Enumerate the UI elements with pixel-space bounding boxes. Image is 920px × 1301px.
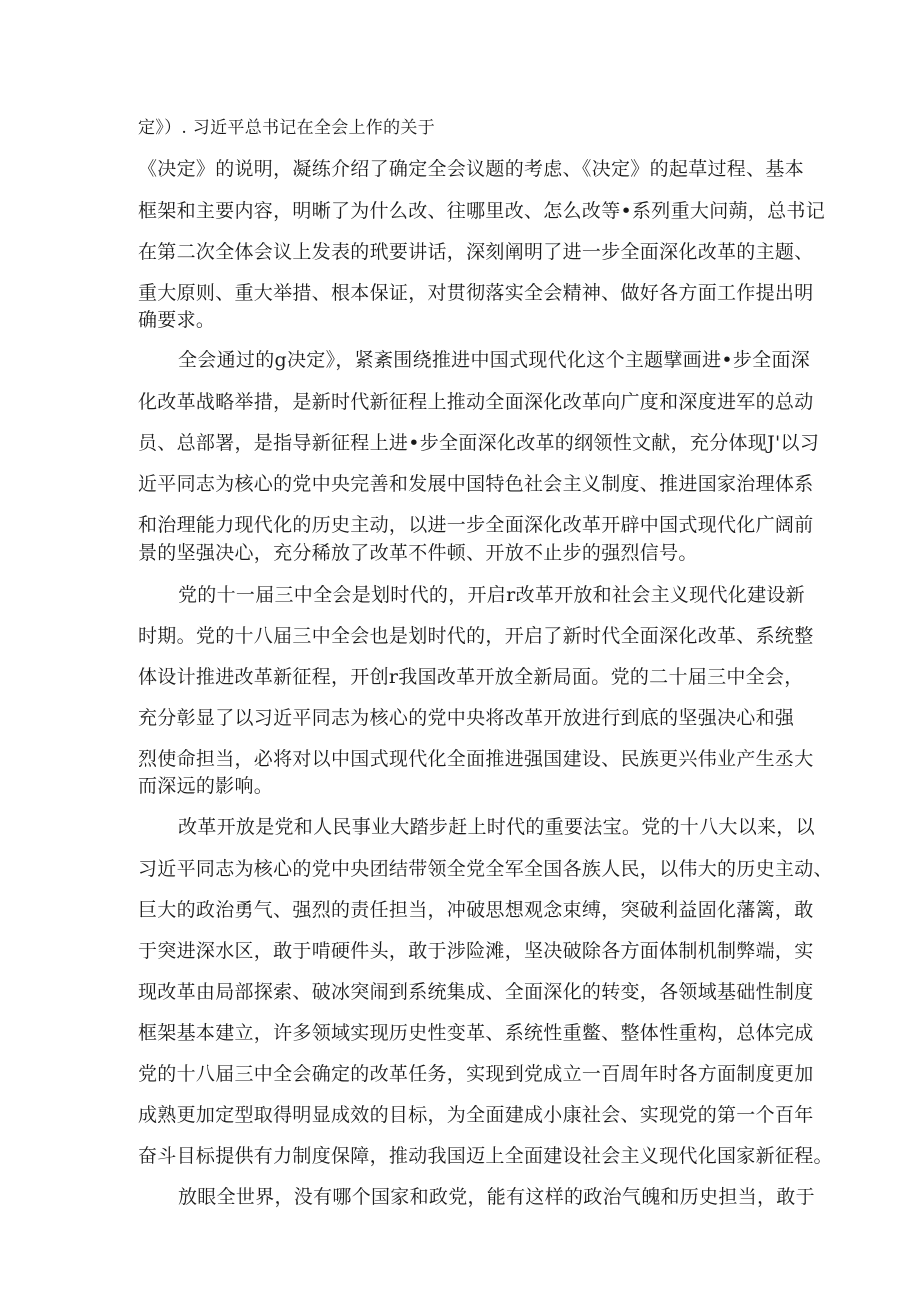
text-line: 而深远的影响。	[138, 775, 274, 797]
text-line: 巨大的政治勇气、强烈的责任担当，冲破思想观念束缚，突破利益固化藩篱，敢	[138, 899, 814, 921]
text-line: 于突进深水区，敢于啃硬件头，敢于涉险滩，坚决破除各方面体制机制弊端，实	[138, 940, 814, 962]
text-line: 时期。党的十八届三中全会也是划时代的，开启了新时代全面深化改革、系统整	[138, 625, 814, 647]
text-line: 《决定》的说明，凝练介绍了确定全会议题的考虑、《决定》的起草过程、基本	[138, 158, 805, 180]
text-line: 框架基本建立，许多领域实现历史性变革、系统性重鳖、整体性重构，总体完成	[138, 1022, 814, 1044]
text-line: 在第二次全体会议上发表的玳要讲话，深刻阐明了进一步全面深化改革的主题、	[138, 241, 814, 263]
text-line: 化改革战略举措，是新时代新征程上推动全面深化改革向广度和深度进军的总动	[138, 391, 814, 413]
text-line: 近平同志为核心的党中央完善和发展中国特色社会主义制度、推进国家治理体系	[138, 473, 814, 495]
text-line: 习近平同志为核心的党中央团结带领全党全军全国各族人民，以伟大的历史主动、	[138, 858, 833, 880]
text-line: 重大原则、重大举措、根本保证，对贯彻落实全会精神、做好各方面工作提出明	[138, 282, 814, 304]
text-line: 成熟更加定型取得明显成效的目标，为全面建成小康社会、实现党的第一个百年	[138, 1104, 814, 1126]
paragraph-start-line: 全会通过的g决定》，紧紊围绕推进中国式现代化这个主题擘画进•步全面深	[178, 349, 811, 371]
text-line: 框架和主要内容，明晰了为什么改、往哪里改、怎么改等•系列重大问蒴，总书记	[138, 200, 826, 222]
text-line: 员、总部署，是指导新征程上进•步全面深化改革的纲领性文献，充分体现J'以习	[138, 432, 820, 454]
text-line: 充分彰显了以习近平同志为核心的党中央将改革开放进行到底的坚强决心和强	[138, 707, 795, 729]
text-line: 景的坚强决心，充分稀放了改革不件顿、开放不止步的强烈信号。	[138, 542, 698, 564]
text-line: 奋斗目标提供有力制度保障，推动我国迈上全面建设社会主义现代化国家新征程。	[138, 1145, 833, 1167]
text-line: 现改革由局部探索、破冰突闹到系统集成、全面深化的转变，各领域基础性制度	[138, 981, 814, 1003]
text-line: 党的十八届三中全会确定的改革任务，实现到党成立一百周年时各方面制度更加	[138, 1063, 814, 1085]
paragraph-start-line: 改革开放是党和人民事业大踏步赶上时代的重要法宝。党的十八大以来，以	[178, 816, 815, 838]
text-line: 体设计推进改革新征程，开创r我国改革开放全新局面。党的二十届三中全会，	[138, 666, 804, 688]
text-line: 确要求。	[138, 309, 216, 331]
paragraph-start-line: 放眼全世界，没有哪个国家和政党，能有这样的政治气魄和历史担当，敢于	[178, 1186, 815, 1208]
text-line: 定》）. 习近平总书记在全会上作的关于	[138, 118, 436, 138]
text-line: 和治理能力现代化的历史主动，以进一步全面深化改革开辟中国式现代化广阔前	[138, 514, 814, 536]
text-line: 烈使命担当，必将对以中国式现代化全面推进强国建设、民族更兴伟业产生丞大	[138, 748, 814, 770]
paragraph-start-line: 党的十一届三中全会是划时代的，开启r改革开放和社会主义现代化建设新	[178, 584, 805, 606]
